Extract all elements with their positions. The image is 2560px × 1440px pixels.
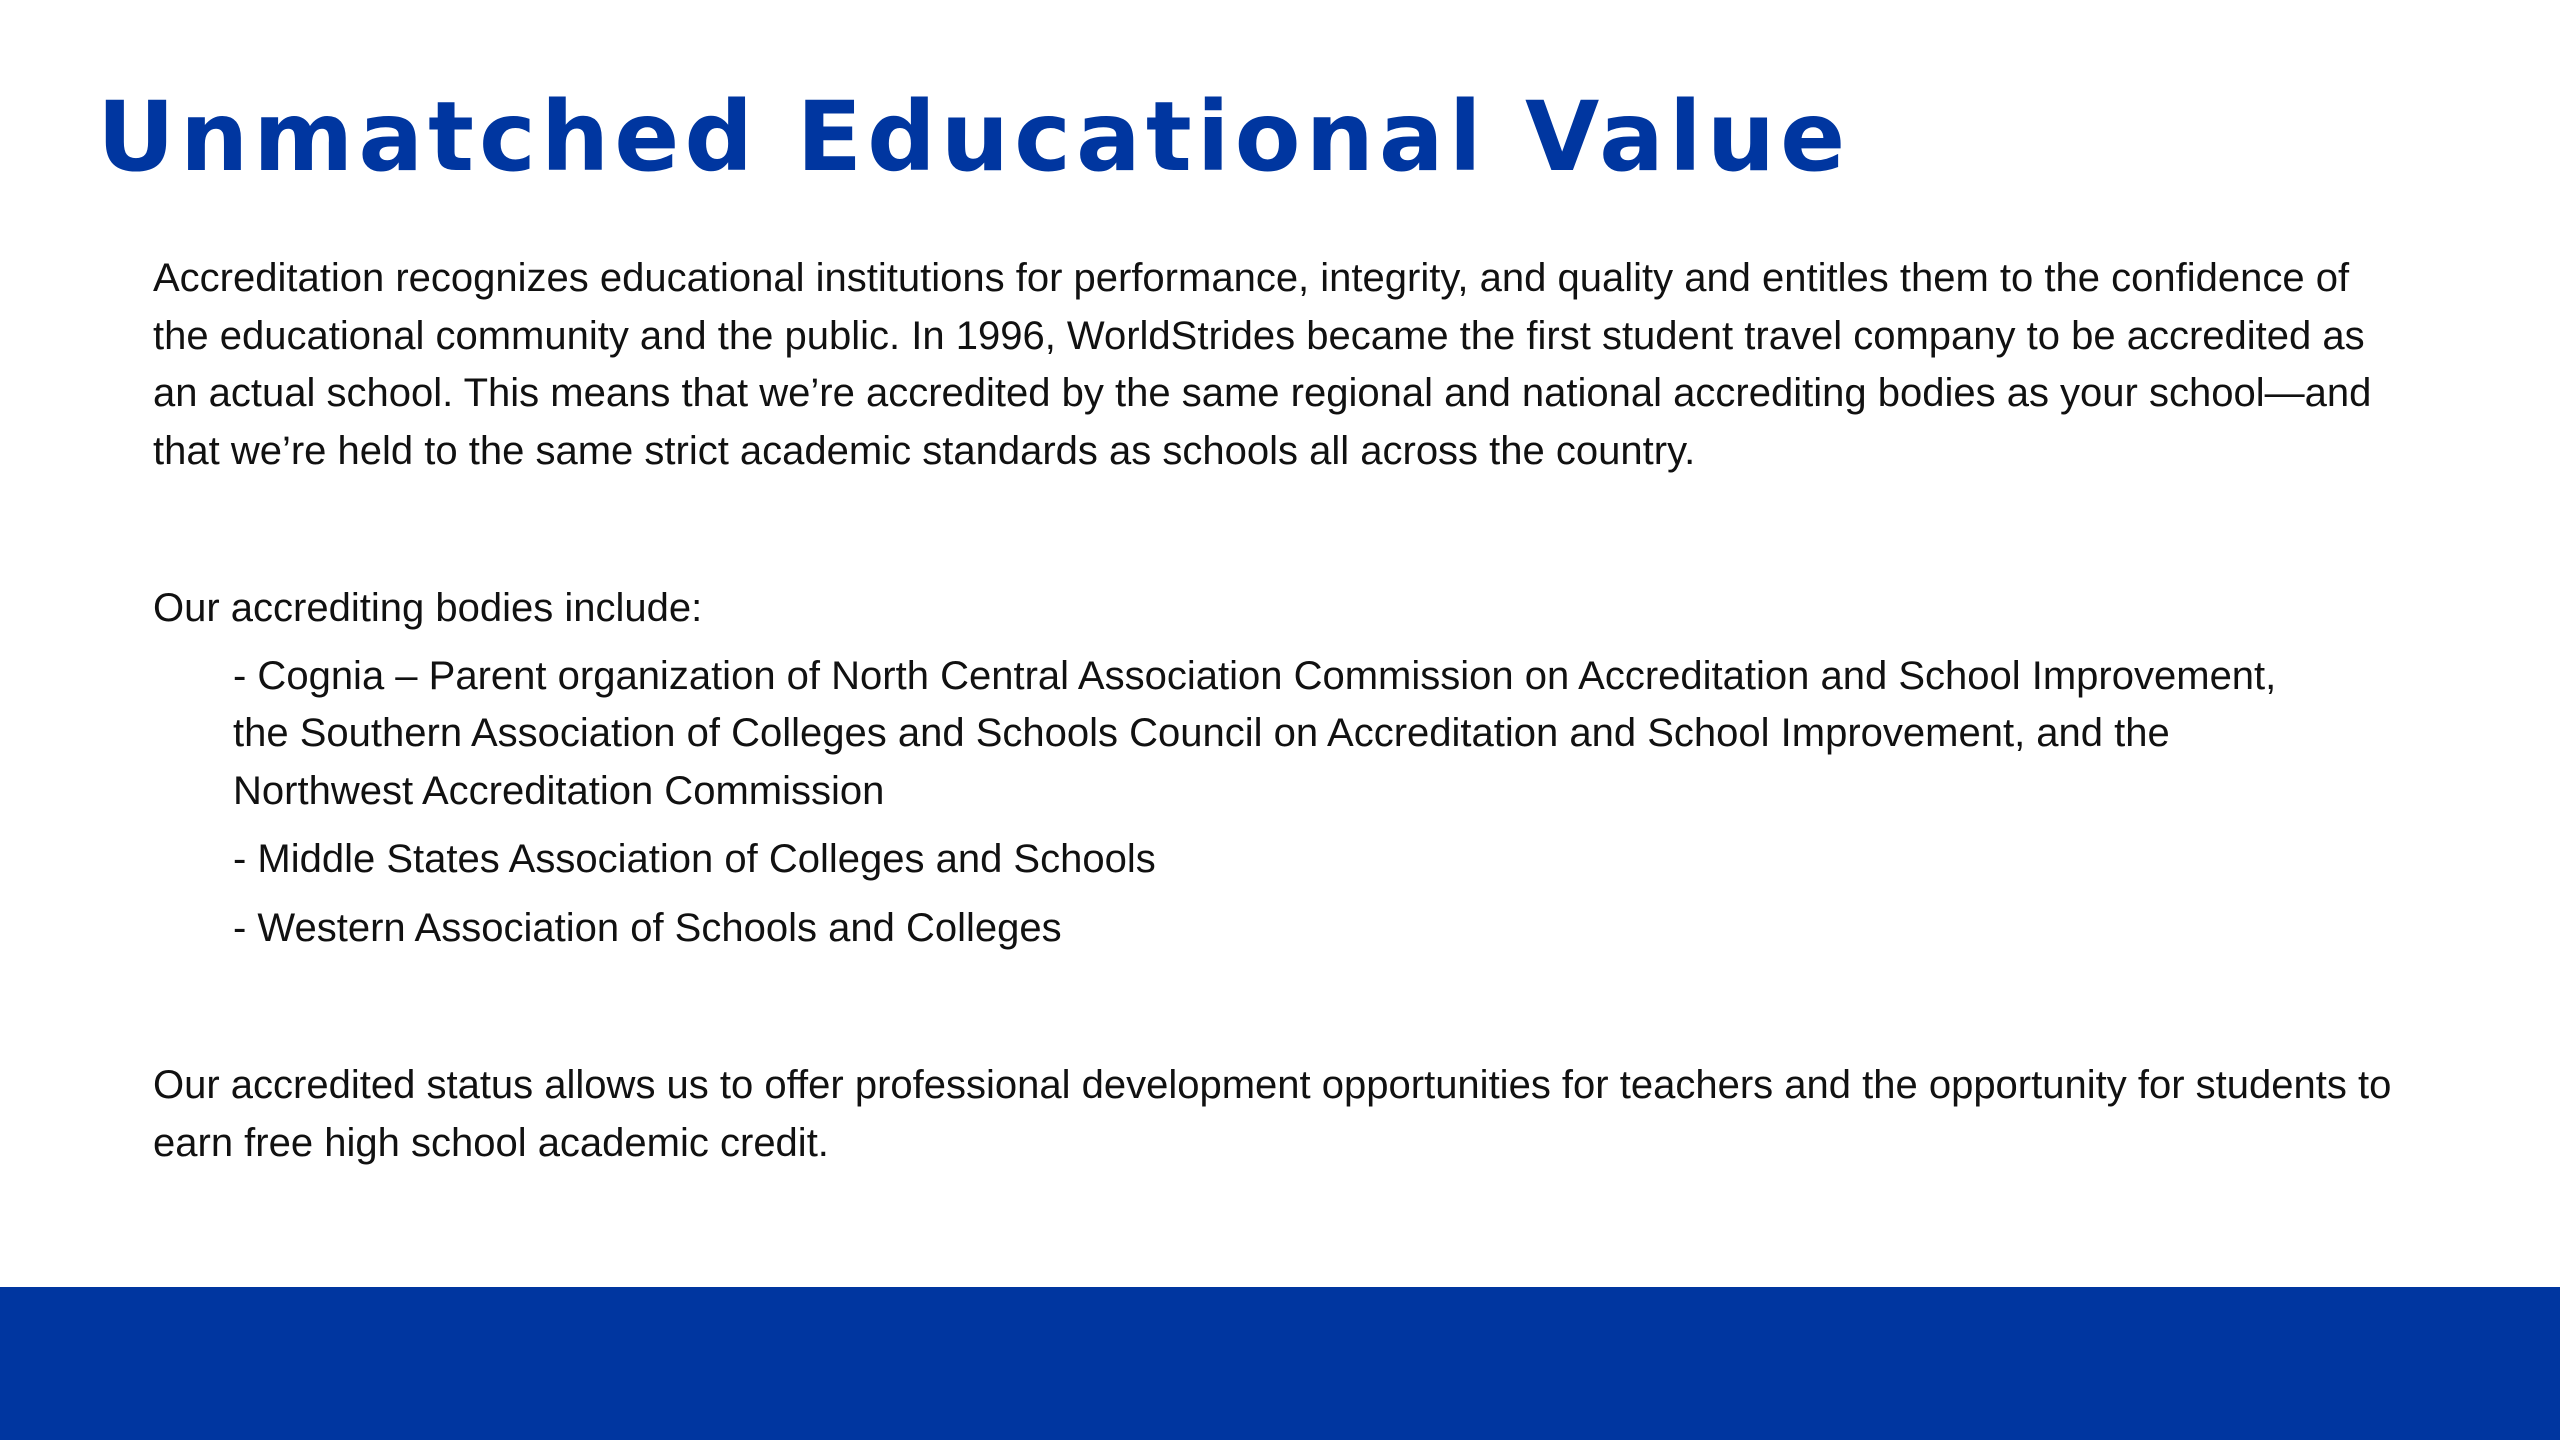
list-item: - Cognia – Parent organization of North Central Association Commission on Accreditation and School Improvement, the Southern Association of Colleges and Schools Council on Accreditation and School Improvement, and the Northwest Accreditation Commission <box>233 653 2277 813</box>
closing-paragraph: Our accredited status allows us to offer professional development opportunities for teachers and the opportunity for students to earn free high school academic credit. <box>153 1063 2392 1165</box>
list-item: - Middle States Association of Colleges and Schools <box>233 837 1156 881</box>
accrediting-bodies-heading: Our accrediting bodies include: <box>153 586 703 630</box>
accrediting-bodies-list <box>153 648 2333 958</box>
footer-bar <box>0 1287 2560 1440</box>
list-item: - Western Association of Schools and Colleges <box>233 905 1062 950</box>
slide-content <box>153 250 2403 1172</box>
intro-paragraph: Accreditation recognizes educational institutions for performance, integrity, and quality and entitles them to the confidence of the educational community and the public. In 1996, WorldStrides became the first student travel company to be accredited as an actual school. This means that we’re accredited by the same regional and national accrediting bodies as your school—and that we’re held to the same strict academic standards as schools all across the country. <box>153 256 2372 473</box>
slide-title: Unmatched Educational Value <box>97 81 1851 193</box>
